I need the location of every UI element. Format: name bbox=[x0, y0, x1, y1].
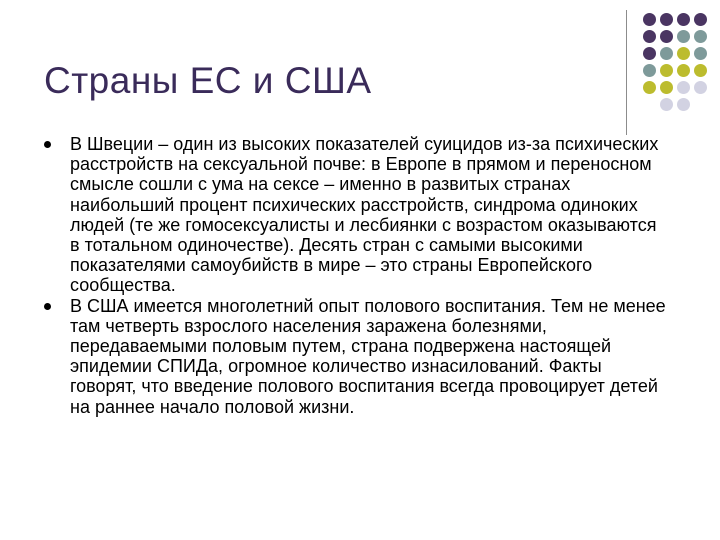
decorative-dot bbox=[677, 30, 690, 43]
decorative-dot bbox=[660, 81, 673, 94]
decorative-dot bbox=[694, 47, 707, 60]
bullet-dot-icon bbox=[44, 141, 51, 148]
decorative-dot bbox=[660, 47, 673, 60]
bullet-list bbox=[40, 134, 670, 417]
decorative-dot bbox=[677, 64, 690, 77]
decorative-dot bbox=[694, 13, 707, 26]
decorative-dot-grid bbox=[640, 10, 720, 120]
decorative-dot bbox=[694, 64, 707, 77]
decorative-dot bbox=[643, 13, 656, 26]
decorative-dot bbox=[694, 30, 707, 43]
decorative-dot bbox=[643, 64, 656, 77]
decorative-dot bbox=[643, 47, 656, 60]
bullet-text: В США имеется многолетний опыт полового воспитания. Тем не менее там четверть взрослого населения заражена болезнями, передаваемыми половым путем, страна подвержена настоящей эпидемии СПИДа, огромное количество изнасилований. Факты говорят, что введение полового воспитания всегда провоцирует детей на раннее начало половой жизни. bbox=[70, 295, 666, 417]
decorative-dot bbox=[643, 30, 656, 43]
slide-title: Страны ЕС и США bbox=[44, 60, 372, 101]
decorative-dot bbox=[677, 98, 690, 111]
bullet-dot-icon bbox=[44, 303, 51, 310]
vertical-divider bbox=[626, 10, 627, 135]
decorative-dot bbox=[677, 13, 690, 26]
bullet-item-sweden bbox=[40, 134, 670, 296]
decorative-dot bbox=[677, 47, 690, 60]
bullet-text: В Швеции – один из высоких показателей суицидов из-за психических расстройств на сексуальной почве: в Европе в прямом и переносном смысле сошли с ума на сексе – именно в развитых странах наибольший процент психических расстройств, синдрома одиноких людей (те же гомосексуалисты и лесбиянки с возрастом оказываются в тотальном одиночестве). Десять стран с самыми высокими показателями самоубийств в мире – это страны Европейского сообщества. bbox=[70, 134, 659, 296]
decorative-dot bbox=[677, 81, 690, 94]
bullet-item-usa bbox=[40, 296, 670, 417]
decorative-dot bbox=[660, 64, 673, 77]
decorative-dot bbox=[643, 81, 656, 94]
decorative-dot bbox=[694, 81, 707, 94]
decorative-dot bbox=[660, 13, 673, 26]
decorative-dot bbox=[660, 98, 673, 111]
decorative-dot bbox=[660, 30, 673, 43]
